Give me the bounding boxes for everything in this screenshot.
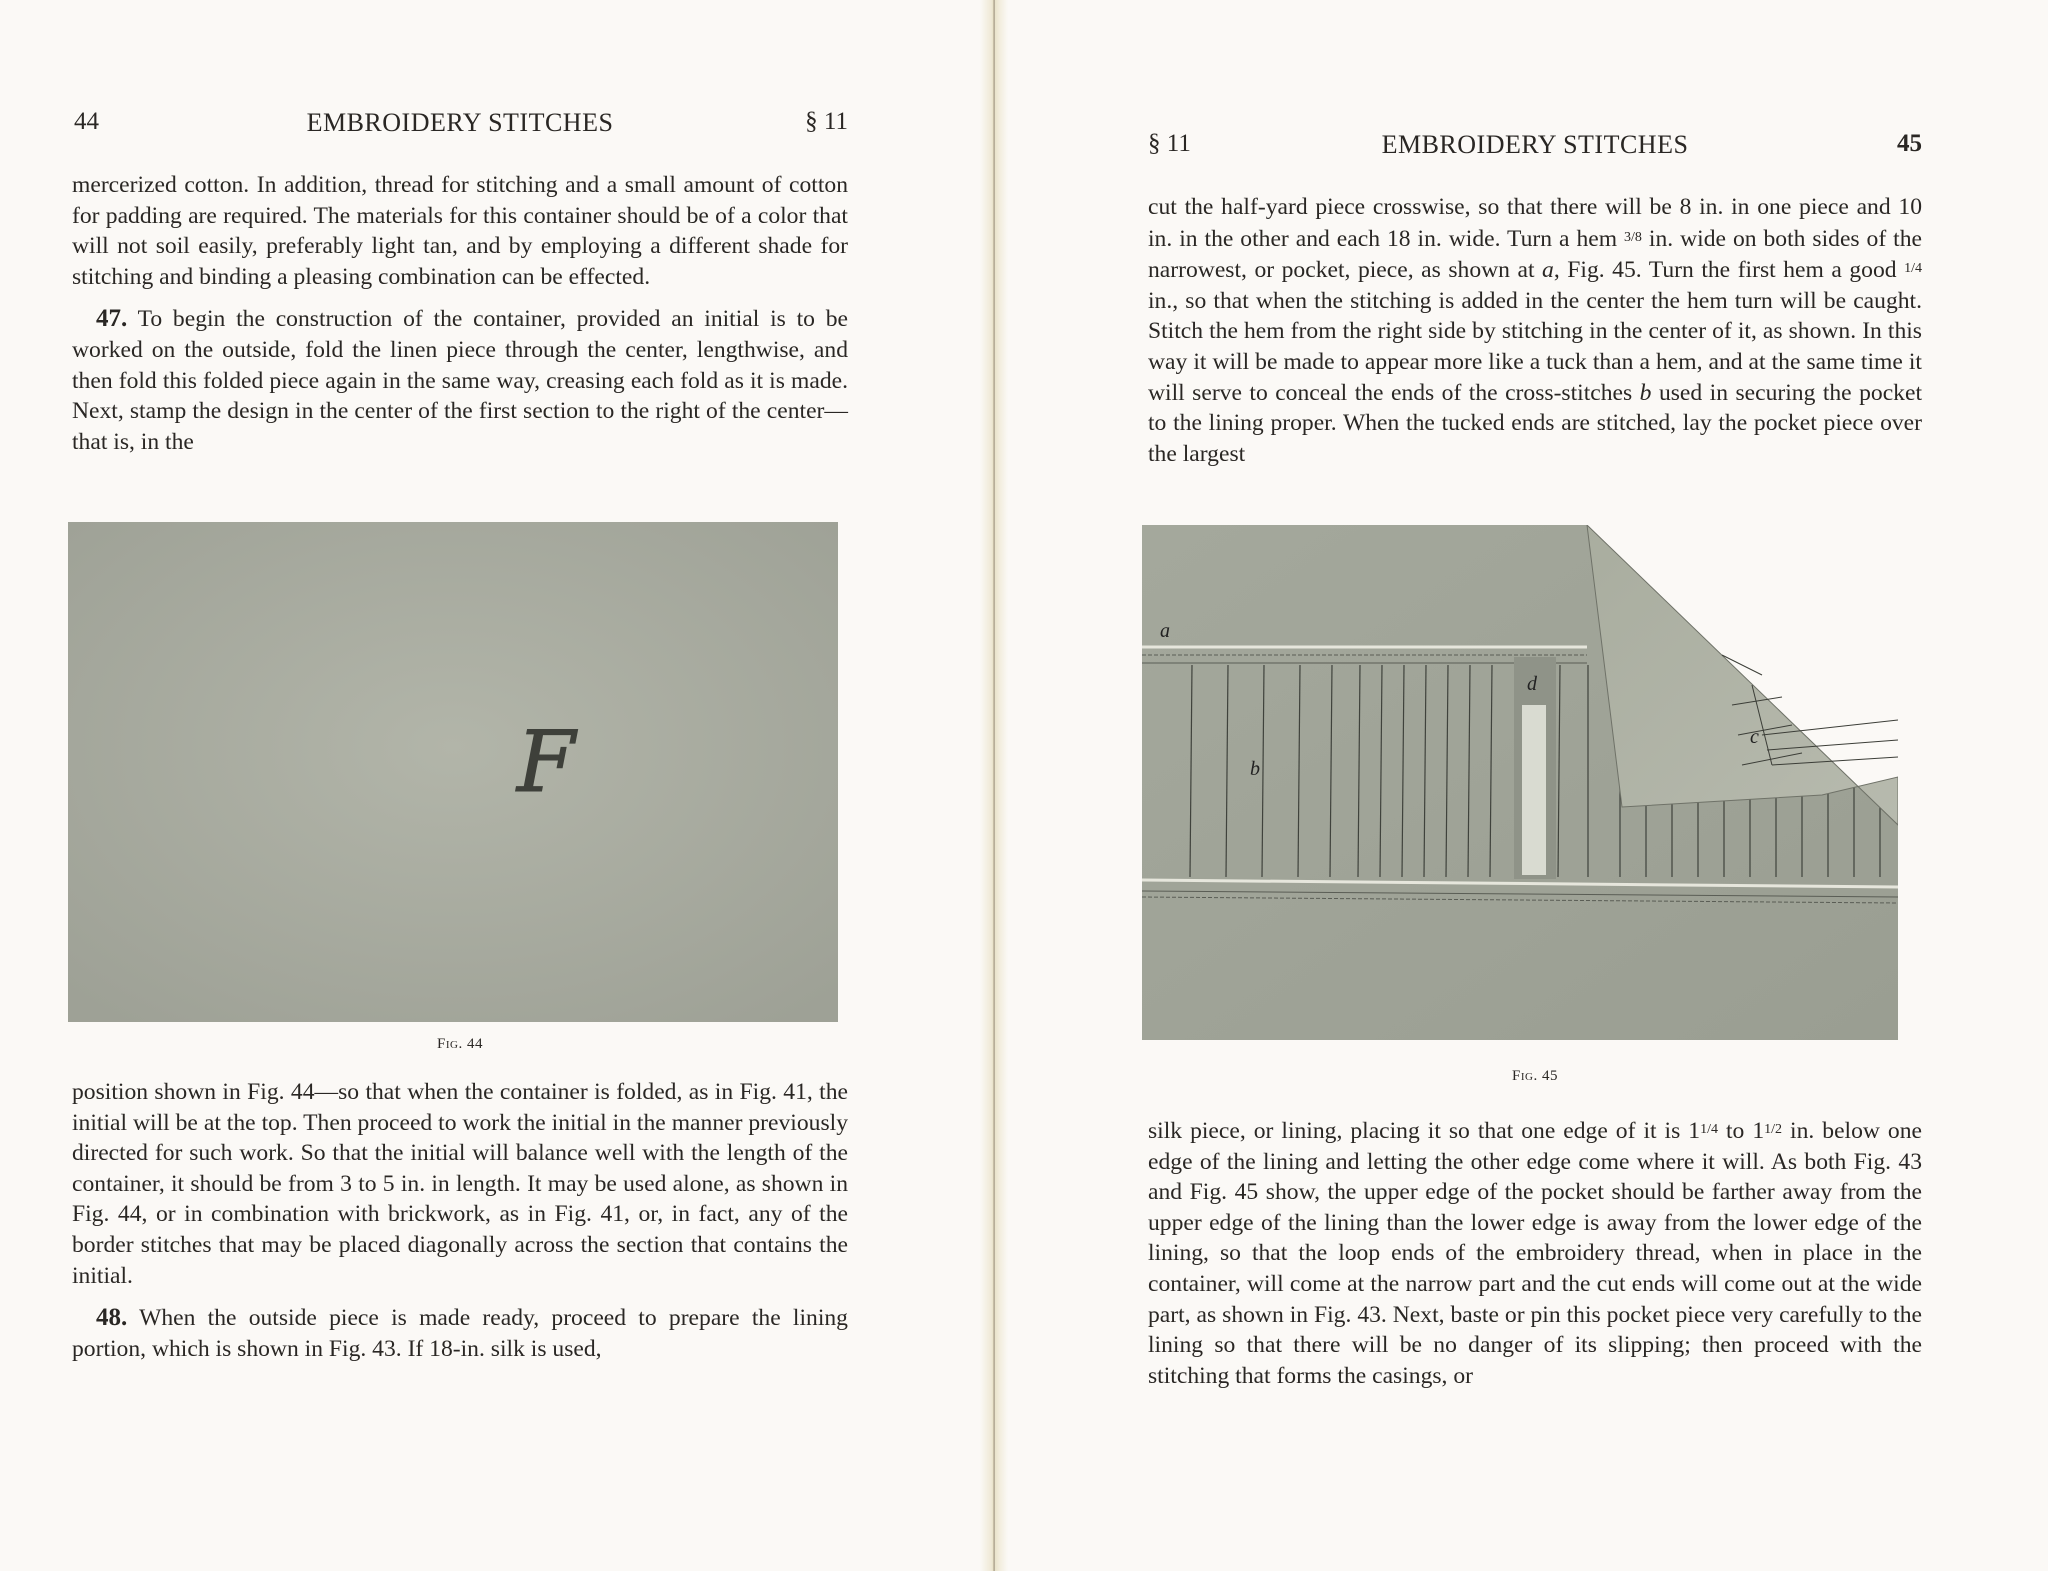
text-block-top (1148, 192, 1922, 469)
text-run: in., so that when the stitching is added in the center the hem turn will be caught. Stitch the hem from the right side by stitching in the center of it, as shown. In this way it will be made to appear more like a tuck than a hem, and at the same time it will serve to conceal the ends of the cross-stitches (1148, 287, 1922, 406)
folded-corner (1587, 525, 1898, 825)
section-number: § 11 (805, 108, 848, 135)
paragraph-number: 48. (96, 1304, 128, 1332)
paragraph-47 (72, 304, 848, 457)
paragraph-continued (1148, 1115, 1922, 1391)
figure-45-caption: Fig. 45 (1512, 1068, 1558, 1084)
left-running-head (72, 108, 848, 148)
page-number: 45 (1897, 130, 1922, 157)
figure-label-c: c (1750, 726, 1759, 748)
paragraph-continued: mercerized cotton. In addition, thread for stitching and a small amount of cotton for padding are required. The materials for this container should be of a color that will not soil easily, preferably light tan, and by employing a different shade for stitching and binding a pleasing combination can be effected. (72, 172, 848, 290)
figure-label-ref: b (1639, 379, 1652, 406)
running-title: EMBROIDERY STITCHES (306, 108, 614, 137)
running-title: EMBROIDERY STITCHES (1381, 130, 1689, 159)
pocket-lining-illustration (1142, 525, 1898, 1040)
text-run: used in securing the pocket to the lining proper. When the tucked ends are stitched, lay the pocket piece over the largest (1148, 379, 1923, 467)
figure-label-d: d (1527, 673, 1537, 695)
linen-texture (68, 522, 838, 1022)
figure-label-a: a (1160, 620, 1170, 642)
text-run: cut the half-yard piece crosswise, so that there will be 8 in. in one piece and 10 in. in the other and each 18 in. wide. Turn a hem (1148, 194, 1922, 252)
figure-44-photo (68, 522, 838, 1022)
text-block-bottom (1148, 1115, 1922, 1391)
section-number: § 11 (1148, 130, 1191, 157)
paragraph-text: To begin the construction of the container, provided an initial is to be worked on the outside, fold the linen piece through the center, lengthwise, and then fold this folded piece again in the same way, creasing each fold as it is made. Next, stamp the design in the center of the first section to the right of the center—that is, in the (72, 306, 848, 455)
right-running-head (1148, 130, 1922, 170)
figure-label-ref: a (1542, 257, 1554, 284)
figure-44-caption: Fig. 44 (437, 1036, 483, 1052)
fraction: 3/8 (1624, 229, 1642, 245)
text-run: silk piece, or lining, placing it so that one edge of it is 1 (1148, 1118, 1701, 1144)
page-number: 44 (74, 108, 99, 135)
text-run: , Fig. 45. Turn the first hem a good (1553, 257, 1897, 284)
paragraph-continued (1148, 192, 1922, 469)
text-run: in. wide on both sides of the narrowest, or pocket, piece, as shown at (1148, 225, 1922, 284)
paragraph-48 (72, 1303, 848, 1364)
text-run: in. below one edge of the lining and letting the other edge come where it will. As both Fig. 43 and Fig. 45 show, the upper edge of the pocket should be farther away from the upper edge of the lining than the lower edge is away from the lower edge of the lining, so that the loop ends of the embroidery thread, when in place in the container, will come at the narrow part and the cut ends will come out at the wide part, as shown in Fig. 43. Next, baste or pin this pocket piece very carefully to the lining so that there will be no danger of its slipping; then proceed with the stitching that forms the casings, or (1148, 1118, 1922, 1389)
right-page (1148, 0, 1922, 1571)
text-block-bottom (72, 1077, 848, 1364)
figure-45-photo (1142, 525, 1898, 1040)
paragraph-continued: position shown in Fig. 44—so that when the container is folded, as in Fig. 41, the initial will be at the top. Then proceed to work the initial in the manner previously directed for such work. So that the initial will balance well with the length of the container, it should be from 3 to 5 in. in length. It may be used alone, as shown in Fig. 44, or in combination with brickwork, as in Fig. 41, or, in fact, any of the border stitches that may be placed diagonally across the section that contains the initial. (72, 1079, 848, 1289)
fraction: 1/4 (1904, 261, 1922, 277)
book-gutter (980, 0, 1008, 1571)
figure-label-b: b (1250, 758, 1260, 780)
paragraph-text: When the outside piece is made ready, proceed to prepare the lining portion, which is shown in Fig. 43. If 18-in. silk is used, (72, 1305, 848, 1362)
monogram-initial: F (516, 713, 576, 811)
text-block-top (72, 170, 848, 457)
paragraph-number: 47. (96, 305, 128, 333)
text-run: to 1 (1725, 1118, 1765, 1144)
fraction: 1/4 (1700, 1122, 1718, 1137)
fraction: 1/2 (1764, 1122, 1783, 1137)
left-page (72, 0, 848, 1571)
